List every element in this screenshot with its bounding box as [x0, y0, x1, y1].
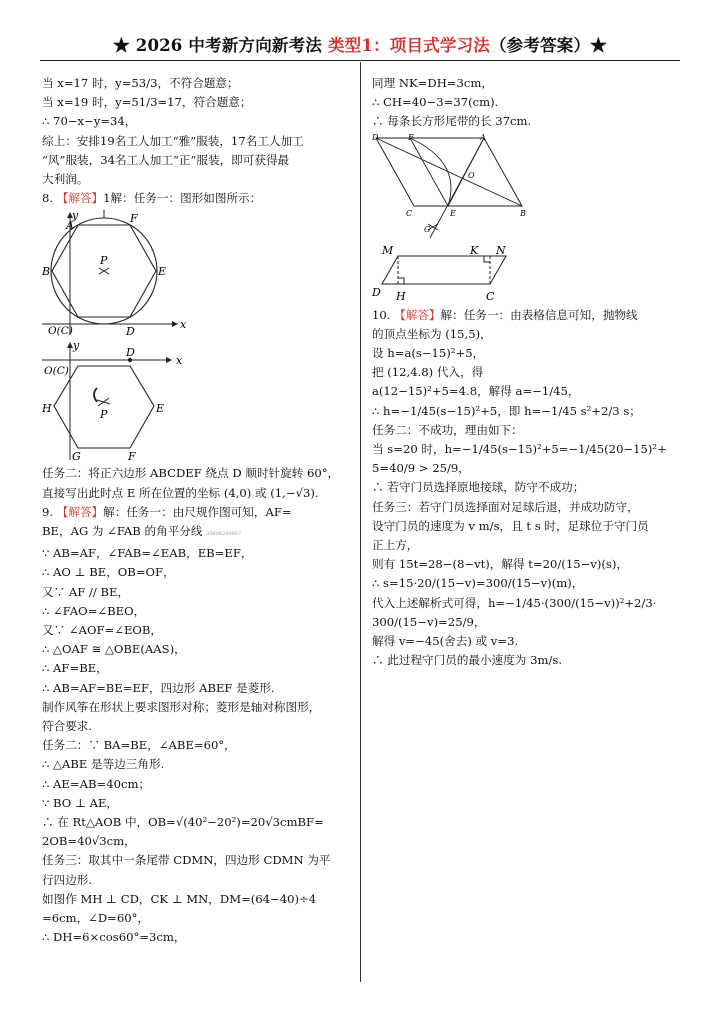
answer-line: 任务二：将正六边形 ABCDEF 绕点 D 顺时针旋转 60°，	[42, 466, 340, 481]
answer-line: 设守门员的速度为 v m/s，且 t s 时，足球位于守门员	[372, 518, 649, 533]
answer-line: 行四边形.	[42, 872, 93, 887]
answer-tag: 【解答】	[56, 191, 104, 206]
answer-line: a(12−15)²+5=4.8，解得 a=−1/45，	[372, 384, 580, 399]
answer-line: 综上：安排19名工人加工“雅”服装，17名工人加工	[42, 133, 304, 148]
arc-mark	[94, 388, 97, 402]
answer-line: ∴ 每条长方形尾带的长 37cm.	[372, 114, 532, 129]
question-10-heading	[372, 306, 684, 325]
answer-line: 制作风筝在形状上要求图形对称；菱形是轴对称图形，	[42, 699, 321, 714]
label-D: D	[372, 133, 379, 142]
right-angle-mark	[484, 256, 490, 262]
label-C: C	[406, 208, 413, 218]
answer-line: ∵ BO ⊥ AE，	[42, 795, 119, 810]
question-number: 8.	[42, 191, 57, 206]
question-number: 10.	[372, 307, 395, 322]
label-E: E	[156, 402, 165, 416]
label-H: H	[396, 289, 406, 303]
label-E: E	[450, 208, 456, 218]
label-B: B	[42, 265, 51, 279]
answer-line: ∴ △OAF ≅ △OBE(AAS)，	[42, 642, 186, 657]
label-C: C	[486, 289, 495, 303]
column-divider	[360, 62, 361, 982]
answer-line: ∵ AB=AF，∠FAB=∠EAB，EB=EF，	[42, 546, 253, 561]
answer-line: 的顶点坐标为 (15,5)，	[372, 326, 492, 341]
answer-line: 则有 15t=28−(8−vt)，解得 t=20/(15−v)(s)，	[372, 557, 628, 572]
watermark-code: 30606290007	[206, 531, 242, 538]
regular-hexagon	[54, 366, 154, 448]
answer-line: ∴ s=15·20/(15−v)=300/(15−v)(m)，	[372, 576, 584, 591]
page-header	[0, 32, 720, 56]
header-title-prefix: ★ 2026 中考新方向新考法	[113, 36, 328, 55]
label-x: x	[176, 354, 183, 368]
answer-line: ∴ 若守门员选择原地接球，防守不成功；	[372, 480, 585, 495]
header-rule	[40, 60, 680, 61]
answer-line: 解得 v=−45(舍去) 或 v=3.	[372, 634, 519, 649]
answer-line: 当 x=19 时，y=51/3=17，符合题意；	[42, 95, 252, 110]
right-column	[372, 74, 684, 670]
answer-line: ∴ 70−x−y=34，	[42, 114, 137, 129]
hexagon-figure-1	[42, 210, 202, 338]
label-G: G	[72, 450, 81, 463]
label-D: D	[126, 346, 135, 360]
answer-line: 任务二：不成功，理由如下：	[372, 422, 523, 437]
answer-line: 设 h=a(s−15)²+5，	[372, 346, 485, 361]
label-F: F	[128, 450, 136, 463]
answer-line: ∴ CH=40−3=37(cm).	[372, 95, 499, 110]
question-8-heading	[42, 189, 354, 208]
question-text: 1解：任务一：图形如图所示：	[103, 191, 262, 206]
label-O: O	[468, 170, 475, 180]
label-H: H	[42, 402, 52, 416]
ribbon-parallelogram	[382, 256, 506, 284]
label-G: G	[424, 224, 431, 234]
center-mark	[99, 268, 109, 274]
diagonal	[376, 138, 522, 206]
left-column	[42, 74, 354, 948]
kite-construction-figure	[372, 134, 542, 242]
answer-line: 正上方，	[372, 538, 419, 553]
answer-line: ∴ AE=AB=40cm；	[42, 776, 151, 791]
answer-line: ∴ AF=BE，	[42, 661, 108, 676]
answer-line: 5=40/9 > 25/9，	[372, 461, 470, 476]
answer-line: 当 s=20 时，h=−1/45(s−15)²+5=−1/45(20−15)²+	[372, 442, 667, 457]
question-number: 9.	[42, 504, 57, 519]
answer-line: 代入上述解析式可得，h=−1/45·(300/(15−v))²+2/3·	[372, 595, 657, 610]
label-y: y	[72, 210, 79, 223]
answer-line: ∴ 此过程守门员的最小速度为 3m/s.	[372, 653, 563, 668]
x-axis-arrow	[172, 321, 178, 327]
answer-line: 又∵ AF // BE，	[42, 584, 130, 599]
hexagon-figure-2	[42, 340, 202, 462]
answer-line: 300/(15−v)=25/9，	[372, 614, 486, 629]
label-origin: O(C)	[44, 365, 69, 378]
answer-line: ∴ △ABE 是等边三角形.	[42, 757, 165, 772]
label-A: A	[66, 219, 74, 233]
answer-line: 又∵ ∠AOF=∠EOB，	[42, 623, 163, 638]
center-mark	[97, 398, 110, 406]
answer-tag: 【解答】	[56, 504, 104, 519]
answer-line: =6cm，∠D=60°，	[42, 911, 150, 926]
label-P: P	[100, 254, 108, 268]
answer-line: ∴ AB=AF=BE=EF，四边形 ABEF 是菱形.	[42, 680, 275, 695]
header-title-suffix: （参考答案）★	[489, 36, 607, 55]
answer-line: ∴ h=−1/45(s−15)²+5，即 h=−1/45 s²+2/3 s；	[372, 403, 641, 418]
label-origin: O(C)	[48, 325, 73, 338]
answer-line: 符合要求.	[42, 719, 93, 734]
answer-line: ∴ ∠FAO=∠BEO，	[42, 603, 146, 618]
answer-line: 任务三：若守门员选择面对足球后退，并成功防守，	[372, 499, 639, 514]
header-title-category: 类型1：项目式学习法	[327, 36, 490, 55]
answer-text: BE，AG 为 ∠FAB 的角平分线	[42, 524, 203, 539]
answer-line: “风”服装，34名工人加工“正”服装，即可获得最	[42, 152, 290, 167]
answer-line: ∴ AO ⊥ BE，OB=OF，	[42, 565, 175, 580]
label-F: F	[408, 133, 414, 142]
label-D: D	[126, 325, 135, 339]
label-E: E	[158, 265, 167, 279]
answer-line: 同理 NK=DH=3cm，	[372, 76, 493, 90]
label-A: A	[480, 133, 486, 142]
answer-line: 当 x=17 时，y=53/3，不符合题意；	[42, 76, 239, 90]
label-D: D	[372, 285, 381, 299]
answer-tag: 【解答】	[394, 307, 441, 322]
label-B: B	[520, 208, 526, 218]
answer-line: ∴ DH=6×cos60°=3cm，	[42, 930, 186, 945]
label-y: y	[73, 340, 80, 353]
question-text: 解：任务一：由表格信息可知，抛物线	[440, 307, 638, 322]
right-angle-mark	[398, 278, 404, 284]
label-K: K	[470, 243, 479, 257]
x-axis-arrow	[166, 357, 172, 363]
answer-line: 2OB=40√3cm，	[42, 834, 136, 849]
label-x: x	[180, 318, 187, 332]
answer-line	[42, 522, 354, 544]
answer-line: 任务二：∵ BA=BE，∠ABE=60°，	[42, 738, 236, 753]
tail-ribbon-figure	[372, 244, 532, 304]
label-F: F	[130, 212, 138, 226]
answer-line: 直接写出此时点 E 所在位置的坐标 (4,0) 或 (1,−√3).	[42, 485, 319, 500]
question-text: 解：任务一：由尺规作图可知，AF=	[103, 504, 292, 519]
label-P: P	[100, 408, 108, 422]
answer-line: 任务三：取其中一条尾带 CDMN，四边形 CDMN 为平	[42, 853, 331, 868]
answer-line: ∴ 在 Rt△AOB 中，OB=√(40²−20²)=20√3cmBF=	[42, 815, 324, 830]
answer-line: 如图作 MH ⊥ CD，CK ⊥ MN，DM=(64−40)÷4	[42, 891, 317, 906]
segment-FE	[410, 138, 448, 206]
label-M: M	[382, 243, 394, 257]
label-N: N	[496, 243, 506, 257]
answer-line: 把 (12,4.8) 代入，得	[372, 365, 484, 380]
question-9-heading	[42, 503, 354, 522]
answer-line: 大利润。	[42, 172, 89, 187]
